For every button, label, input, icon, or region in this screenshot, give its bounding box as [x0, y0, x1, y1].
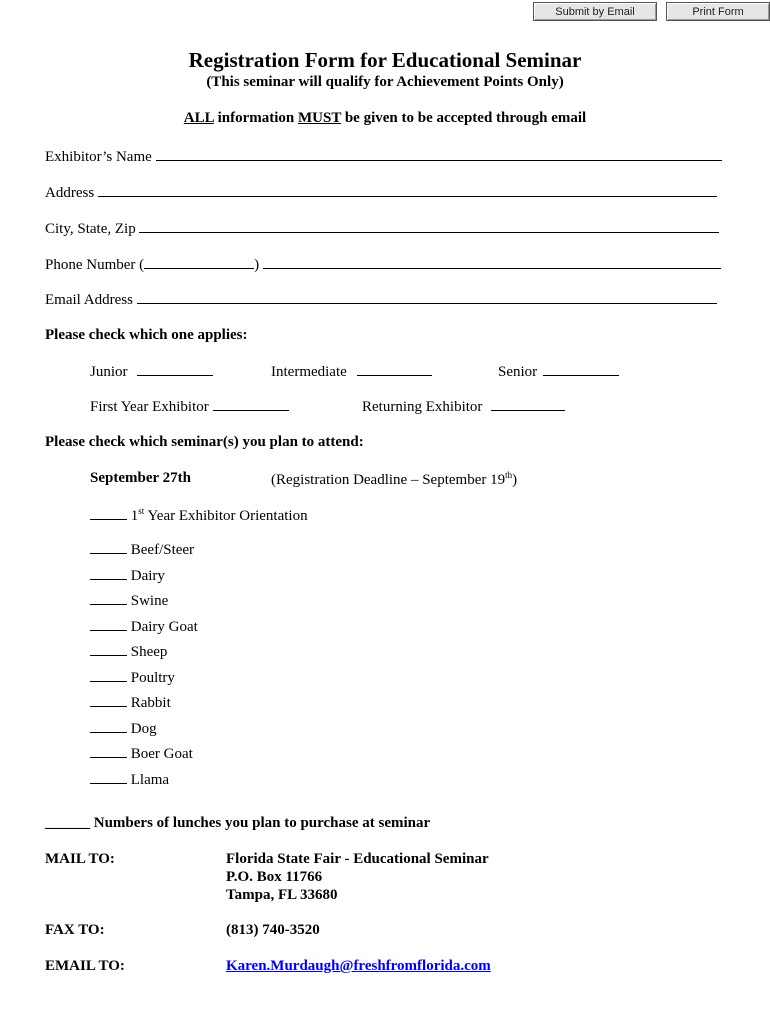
seminar-item-field[interactable] [90, 643, 127, 656]
seminar-item-label: Dairy [130, 568, 165, 584]
submit-by-email-button[interactable]: Submit by Email [533, 2, 657, 21]
applies-heading: Please check which one applies: [45, 327, 248, 343]
junior-option [90, 363, 213, 381]
notice-all: ALL [183, 110, 214, 126]
lunch-row [45, 815, 430, 832]
print-form-button[interactable]: Print Form [666, 2, 770, 21]
email-label: Email Address [45, 292, 133, 308]
seminar-item-label: Swine [130, 593, 169, 609]
phone-row [45, 256, 721, 274]
seminar-item [90, 643, 167, 661]
email-field[interactable] [137, 291, 717, 304]
seminar-item [90, 669, 175, 687]
seminar-item-field[interactable] [90, 618, 127, 631]
intermediate-field[interactable] [357, 363, 432, 376]
seminar-item [90, 745, 193, 763]
first-year-option [90, 398, 289, 416]
deadline-sup: th [505, 470, 513, 480]
seminar-item [90, 618, 198, 636]
deadline-text: (Registration Deadline – September 19 [271, 472, 506, 488]
seminar-item-label: Rabbit [130, 695, 171, 711]
seminar-item-label: Dog [130, 721, 157, 737]
exhibitor-name-row [45, 148, 722, 166]
seminar-item [90, 720, 157, 738]
address-row [45, 184, 717, 202]
address-label: Address [45, 185, 95, 201]
returning-label: Returning Exhibitor [362, 399, 483, 415]
notice-end: be given to be accepted through email [341, 110, 587, 126]
city-label: City, State, Zip [45, 221, 136, 237]
registration-deadline [271, 470, 517, 489]
seminars-heading: Please check which seminar(s) you plan to attend: [45, 434, 364, 450]
exhibitor-name-field[interactable] [156, 148, 722, 161]
first-year-label: First Year Exhibitor [90, 399, 209, 415]
notice-mid: information [213, 110, 298, 126]
seminar-item-label: Poultry [130, 670, 175, 686]
email-link[interactable]: Karen.Murdaugh@freshfromflorida.com [226, 958, 491, 974]
seminar-item-label: Boer Goat [130, 746, 193, 762]
seminar-item-label: Beef/Steer [130, 542, 195, 558]
senior-option [498, 363, 619, 381]
orientation-field[interactable] [90, 507, 127, 520]
seminar-item-field[interactable] [90, 745, 127, 758]
seminar-item-label: Llama [130, 772, 170, 788]
intermediate-option [271, 363, 432, 381]
seminar-date: September 27th [90, 470, 191, 486]
seminar-item [90, 592, 168, 610]
seminar-item-field[interactable] [90, 720, 127, 733]
seminar-item [90, 694, 171, 712]
mail-address-line-2: P.O. Box 11766 [226, 869, 323, 885]
junior-label: Junior [90, 364, 128, 380]
returning-field[interactable] [491, 398, 565, 411]
seminar-item-field[interactable] [90, 592, 127, 605]
notice-must: MUST [297, 110, 342, 126]
orientation-sup: st [138, 506, 145, 516]
seminar-item-field[interactable] [90, 541, 127, 554]
phone-number-field[interactable] [263, 256, 721, 269]
orientation-num: 1 [130, 508, 139, 524]
seminar-item [90, 567, 165, 585]
fax-number: (813) 740-3520 [226, 922, 320, 938]
seminar-item-label: Sheep [130, 644, 168, 660]
notice-text [0, 110, 770, 127]
seminar-item [90, 771, 169, 789]
first-year-field[interactable] [213, 398, 289, 411]
email-row [45, 291, 717, 309]
seminar-item-field[interactable] [90, 694, 127, 707]
phone-close: ) [254, 257, 260, 273]
page-subtitle: (This seminar will qualify for Achievement Points Only) [206, 74, 564, 90]
seminar-item-field[interactable] [90, 669, 127, 682]
page-title: Registration Form for Educational Seminar [188, 48, 582, 72]
email-to-label: EMAIL TO: [45, 958, 125, 974]
seminar-item-label: Dairy Goat [130, 619, 198, 635]
seminar-item [90, 541, 194, 559]
junior-field[interactable] [137, 363, 213, 376]
mail-address-line-3: Tampa, FL 33680 [226, 887, 338, 903]
seminar-item-field[interactable] [90, 567, 127, 580]
senior-label: Senior [498, 364, 538, 380]
city-field[interactable] [139, 220, 719, 233]
phone-label: Phone Number ( [45, 257, 145, 273]
mail-address-line-1: Florida State Fair - Educational Seminar [226, 851, 489, 867]
orientation-option [90, 506, 308, 525]
lunch-field[interactable]: ______ [45, 815, 90, 831]
returning-option [362, 398, 565, 416]
address-field[interactable] [98, 184, 717, 197]
deadline-close: ) [512, 472, 518, 488]
mail-to-label: MAIL TO: [45, 851, 115, 867]
intermediate-label: Intermediate [271, 364, 347, 380]
exhibitor-name-label: Exhibitor’s Name [45, 149, 152, 165]
seminar-item-field[interactable] [90, 771, 127, 784]
lunch-label: Numbers of lunches you plan to purchase at seminar [90, 815, 431, 831]
orientation-label: Year Exhibitor Orientation [144, 508, 308, 524]
phone-area-code-field[interactable] [144, 256, 254, 269]
fax-to-label: FAX TO: [45, 922, 105, 938]
city-row [45, 220, 719, 238]
senior-field[interactable] [543, 363, 619, 376]
